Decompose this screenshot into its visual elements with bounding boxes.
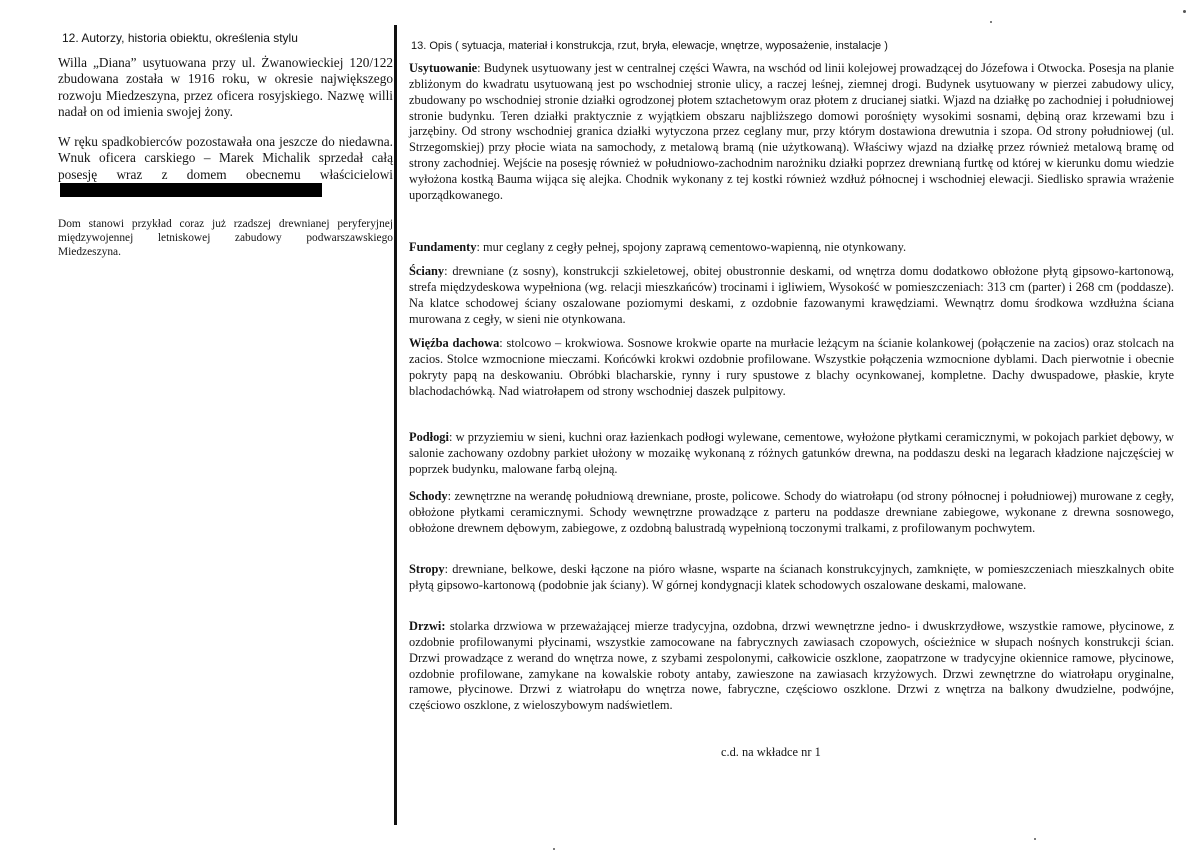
- section-text: : zewnętrzne na werandę południową drewniane, proste, policowe. Schody do wiatrołapu (od strony północnej i południowej) murowane z cegły, obłożone płytkami ceramicznymi. Schody wewnętrzne prowadzące z parteru na poddasze drewniane zabiegowe, wykonane z drewna sosnowego, obłożone drewnem dębowym, zabiegowe, z ozdobną balustradą wypełnioną toczonymi tralkami, z profilowanym pochwytem.: [409, 489, 1174, 535]
- right-column: [397, 0, 1187, 851]
- section-label: Stropy: [409, 562, 445, 576]
- section-wiezba-dachowa: [409, 336, 1174, 399]
- owners-paragraph: [58, 134, 393, 199]
- section-schody: [409, 489, 1174, 537]
- section-label: Drzwi:: [409, 619, 446, 633]
- section-label: Fundamenty: [409, 240, 477, 254]
- section-text: : mur ceglany z cegły pełnej, spojony zaprawą cementowo-wapienną, nie otynkowany.: [476, 240, 907, 254]
- section-fundamenty: [409, 240, 1174, 256]
- continuation-note: c.d. na wkładce nr 1: [721, 745, 821, 759]
- section-usytuowanie: [409, 61, 1174, 204]
- section-label: Więźba dachowa: [409, 336, 500, 350]
- section-13-heading: 13. Opis ( sytuacja, materiał i konstrukcja, rzut, bryła, elewacje, wnętrze, wyposażenie, instalacje ): [411, 40, 888, 52]
- section-label: Schody: [409, 489, 448, 503]
- style-paragraph: Dom stanowi przykład coraz już rzadszej drewnianej peryferyjnej międzywojennej letniskowej zabudowy podwarszawskiego Miedzeszyna.: [58, 218, 393, 259]
- section-text: : drewniane, belkowe, deski łączone na pióro własne, wsparte na ścianach konstrukcyjnych, zamknięte, w pomieszczeniach mieszkalnych obite płytą gipsowo-kartonową (podobnie jak ściany). W górnej kondygnacji klatek schodowych oszalowane deskami, malowane.: [409, 562, 1174, 592]
- section-label: Usytuowanie: [409, 61, 478, 75]
- scan-speck: [1183, 10, 1186, 13]
- scan-speck: [1034, 838, 1036, 840]
- section-label: Ściany: [409, 264, 445, 278]
- section-podlogi: [409, 430, 1174, 478]
- history-paragraph: Willa „Diana” usytuowana przy ul. Żwanowieckiej 120/122 zbudowana została w 1916 roku, w okresie największego rozwoju Miedzeszyna, przez oficera rosyjskiego. Nazwę willi nadał on od imienia swojej żony.: [58, 55, 393, 119]
- section-text: : drewniane (z sosny), konstrukcji szkieletowej, obitej obustronnie deskami, od wnętrza domu dodatkowo obłożone płytą gipsowo-kartonową, strefa międzydeskowa wypełniona (wg. relacji mieszkańców) trocinami i igliwiem, Wysokość w pomieszczeniach: 313 cm (parter) i 268 cm (poddasze). Na klatce schodowej ściany oszalowane poziomymi deskami, z ozdobnie fazowanymi krawędziami. Wewnątrz domu środkowa wzdłużna ściana murowana z cegły, w sieni nie otynkowana.: [409, 264, 1174, 326]
- section-sciany: [409, 264, 1174, 327]
- scan-speck: [553, 848, 555, 850]
- owners-text: W ręku spadkobierców pozostawała ona jeszcze do niedawna. Wnuk oficera carskiego – Marek Michalik sprzedał całą posesję wraz z domem obecnemu właścicielowi: [58, 134, 393, 182]
- section-label: Podłogi: [409, 430, 449, 444]
- scan-speck: [990, 21, 992, 23]
- section-text: stolarka drzwiowa w przeważającej mierze tradycyjna, ozdobna, drzwi wewnętrzne jedno- i dwuskrzydłowe, wszystkie ramowe, płycinowe, z ozdobnie profilowanymi płycinami, wszystkie zamocowane na fabrycznych zawiasach czopowych, ościeżnice w słupach nośnych konstrukcji ścian. Drzwi prowadzące z werand do wnętrza nowe, z szybami zespolonymi, całkowicie oszklone, zaopatrzone w tradycyjne okiennice ramowe, płycinowe, ozdobnie profilowane, zamykane na kowalskie roboty antaby, zawieszone na zawiasach krzyżowych. Drzwi zewnętrzne do wiatrołapu oryginalne, ramowe, płycinowe. Drzwi z wiatrołapu do wnętrza nowe, fabryczne, częściowo oszklone. Drzwi z wnętrza na balkony dwudzielne, podwójne, częściowo oszklone, z wieloszybowym nadświetlem.: [409, 619, 1174, 713]
- section-text: : stolcowo – krokwiowa. Sosnowe krokwie oparte na murłacie leżącym na ścianie kolankowej (połączenie na zacios) oraz stolcach na zacios. Stolce wzmocnione mieczami. Końcówki krokwi ozdobnie profilowane. Wszystkie połączenia wzmocnione dyblami. Dach pierwotnie i obecnie pokryty papą na deskowaniu. Obróbki blacharskie, rynny i rury spustowe z blachy ocynkowanej, kompletne. Dachy dwuspadowe, płaskie, kryte blachodachówką. Nad wiatrołapem od strony wschodniej daszek pulpitowy.: [409, 336, 1174, 398]
- section-drzwi: [409, 619, 1174, 714]
- section-text: : w przyziemiu w sieni, kuchni oraz łazienkach podłogi wylewane, cementowe, wyłożone płytkami ceramicznymi, w pokojach parkiet dębowy, w salonie zachowany ozdobny parkiet ułożony w mozaikę wykonaną z różnych gatunków drewna, na poddaszu deski na legarach kładzione najczęściej w poprzek budynku, malowane farbą olejną.: [409, 430, 1174, 476]
- redaction-bar: [60, 183, 322, 197]
- section-12-heading: 12. Autorzy, historia obiektu, określenia stylu: [62, 31, 298, 45]
- section-text: : Budynek usytuowany jest w centralnej części Wawra, na wschód od linii kolejowej prowadzącej do Józefowa i Otwocka. Posesja na planie zbliżonym do kwadratu usytuowaną jest po wschodniej stronie ulicy, a raczej leśnej, ziemnej drogi. Budynek usytuowany w pierzei zabudowy ulicy, zbudowany po wschodniej stronie działki ogrodzonej płotem sztachetowym oraz płotem z drucianej siatki. Wjazd na działkę po zachodniej i południowej stronie budynku. Teren działki praktycznie z wyjątkiem obszaru najbliższego domowi porośnięty wysokimi sosnami, dębiną oraz krzewami bzu i jarzębiny. Od strony wschodniej granica działki wytyczona przez ceglany mur, przy którym dostawiona drewutnia i szopa. Od strony południowej (ul. Strzegomskiej) przy płocie wiata na samochody, z metalową bramą (nie użytkowaną). Właściwy wjazd na działkę przez również metalową bramę od strony zachodniej. Wejście na posesję również w południowo-zachodnim narożniku działki poprzez drewnianą furtkę od której w kierunku domu wiedzie wyłożona kostką Bauma wijąca się alejka. Chodnik wykonany z tej kostki również wzdłuż północnej i wschodniej elewacji. Siedlisko sprawia wrażenie uporządkowanego.: [409, 61, 1174, 202]
- section-stropy: [409, 562, 1174, 594]
- left-column: [0, 0, 395, 851]
